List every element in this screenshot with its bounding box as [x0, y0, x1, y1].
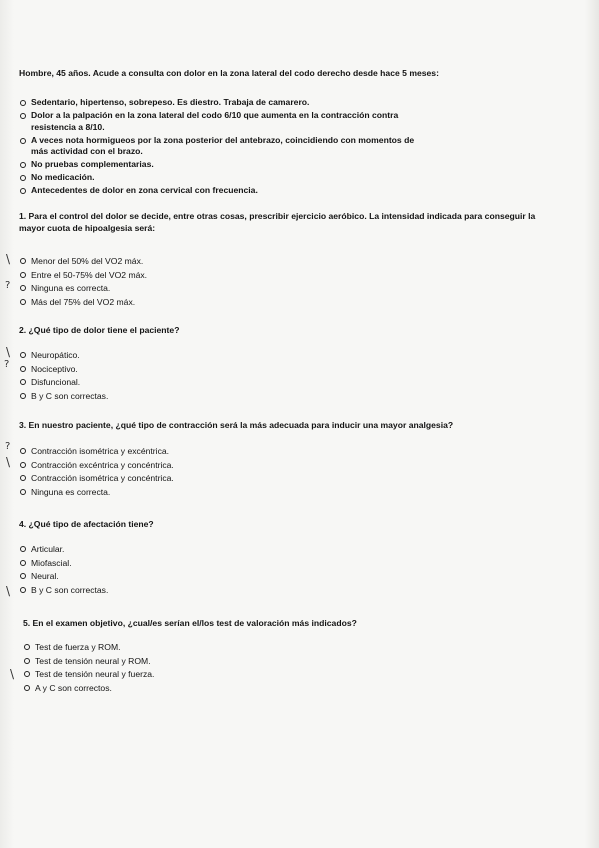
question-3: 3. En nuestro paciente, ¿qué tipo de contracción será la más adecuada para inducir una mayor analgesia?: [19, 420, 454, 430]
question-3-options: [19, 445, 174, 499]
option: Nociceptivo.: [19, 363, 108, 377]
question-2-options: [19, 349, 108, 403]
question-1: 1. Para el control del dolor se decide, entre otras cosas, prescribir ejercicio aeróbico. La intensidad indicada para conseguir la mayor cuota de hipoalgesia será:: [19, 211, 536, 233]
pencil-check-mark: \: [6, 455, 11, 469]
option: B y C son correctas.: [19, 390, 108, 404]
question-4-options: [19, 543, 108, 597]
case-item: Dolor a la palpación en la zona lateral del codo 6/10 que aumenta en la contracción contra resistencia a 8/10.: [19, 110, 419, 133]
option: Contracción excéntrica y concéntrica.: [19, 459, 174, 473]
option: B y C son correctas.: [19, 584, 108, 598]
option: Ninguna es correcta.: [19, 282, 147, 296]
option: Más del 75% del VO2 máx.: [19, 296, 147, 310]
pencil-question-mark: ?: [5, 280, 11, 291]
pencil-check-mark: \: [6, 252, 11, 266]
case-item: No pruebas complementarias.: [19, 159, 419, 171]
question-2: 2. ¿Qué tipo de dolor tiene el paciente?: [19, 325, 180, 335]
option: Articular.: [19, 543, 108, 557]
case-item: A veces nota hormigueos por la zona posterior del antebrazo, coincidiendo con momentos de más actividad con el brazo.: [19, 135, 419, 158]
pencil-question-mark: ?: [5, 441, 11, 452]
case-details-list: [19, 97, 419, 199]
option: Miofascial.: [19, 557, 108, 571]
pencil-question-mark: ?: [4, 359, 10, 370]
question-5-options: [23, 641, 154, 695]
question-5: 5. En el examen objetivo, ¿cual/es serían el/los test de valoración más indicados?: [23, 618, 357, 628]
case-item: Sedentario, hipertenso, sobrepeso. Es diestro. Trabaja de camarero.: [19, 97, 419, 109]
question-4: 4. ¿Qué tipo de afectación tiene?: [19, 519, 154, 529]
pencil-check-mark: \: [6, 584, 11, 598]
option: Neuropático.: [19, 349, 108, 363]
pencil-check-mark: \: [6, 345, 11, 359]
option: Ninguna es correcta.: [19, 486, 174, 500]
case-item: Antecedentes de dolor en zona cervical con frecuencia.: [19, 185, 419, 197]
option: Test de tensión neural y ROM.: [23, 655, 154, 669]
option: Test de tensión neural y fuerza.: [23, 668, 154, 682]
option: Neural.: [19, 570, 108, 584]
option: Contracción isométrica y excéntrica.: [19, 445, 174, 459]
option: Menor del 50% del VO2 máx.: [19, 255, 147, 269]
case-item: No medicación.: [19, 172, 419, 184]
option: Disfuncional.: [19, 376, 108, 390]
option: A y C son correctos.: [23, 682, 154, 696]
pencil-check-mark: \: [10, 667, 15, 681]
question-1-options: [19, 255, 147, 309]
option: Entre el 50-75% del VO2 máx.: [19, 269, 147, 283]
option: Test de fuerza y ROM.: [23, 641, 154, 655]
case-header: Hombre, 45 años. Acude a consulta con dolor en la zona lateral del codo derecho desde hace 5 meses:: [19, 68, 439, 78]
option: Contracción isométrica y concéntrica.: [19, 472, 174, 486]
